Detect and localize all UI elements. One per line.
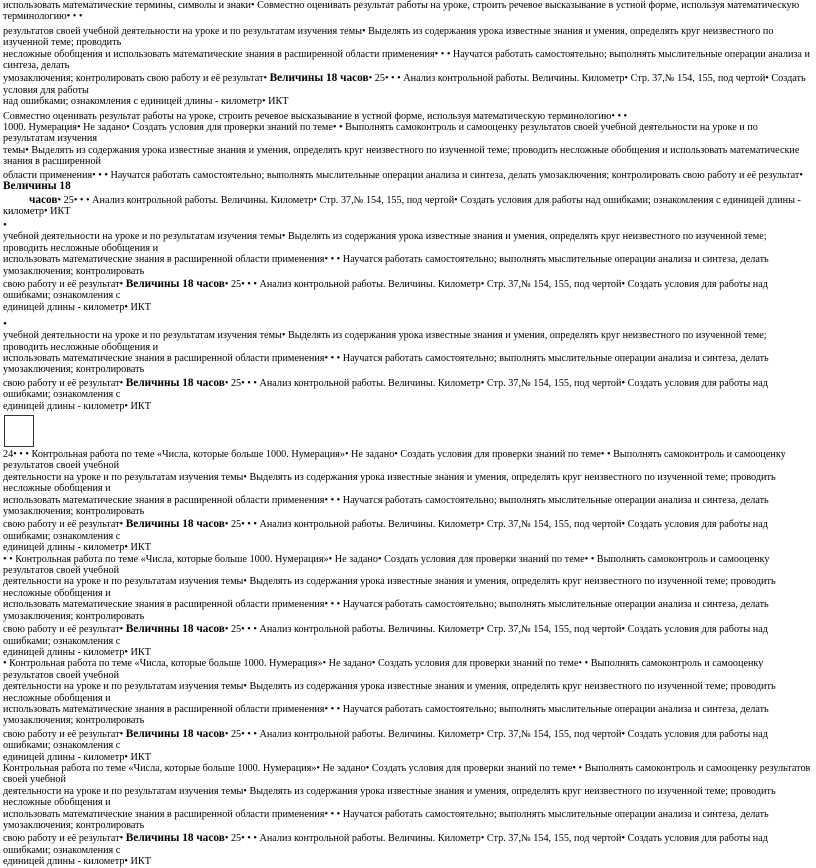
text-line: единицей длины - километр• ИКТ bbox=[3, 301, 151, 313]
text-line: использовать математические знания в расширенной области применения• • • Научатся работать самостоятельно; выполнять мыслительные операции анализа и синтеза, делать умозаключения; контролировать bbox=[3, 352, 769, 376]
bold-heading: Величины 18 часов bbox=[269, 72, 369, 85]
text-line: • • Контрольная работа по теме «Числа, которые больше 1000. Нумерация»• Не задано• Создать условия для проверки знаний по теме• • Выполнять самоконтроль и самооценку результатов своей учебной bbox=[3, 553, 770, 577]
text-line: единицей длины - километр• ИКТ bbox=[3, 542, 151, 554]
text-block-1 bbox=[3, 0, 811, 23]
text-line: использовать математические знания в расширенной области применения• • • Научатся работать самостоятельно; выполнять мыслительные операции анализа и синтеза, делать умозаключения; контролировать bbox=[3, 703, 769, 727]
text-line bbox=[3, 519, 811, 542]
text-run: • 25• • • Анализ контрольной работы. Величины. Километр• Стр. 37,№ 154, 155, под чертой• Создать условия для работы bbox=[3, 73, 806, 96]
text-run: • 25• • • Анализ контрольной работы. Величины. Километр• Стр. 37,№ 154, 155, под чертой• Создать условия для работы над ошибками; ознакомления с bbox=[3, 624, 768, 647]
text-line bbox=[3, 73, 811, 96]
text-line: над ошибками; ознакомления с единицей длины - километр• ИКТ bbox=[3, 96, 289, 108]
text-run: • 25• • • Анализ контрольной работы. Величины. Километр• Стр. 37,№ 154, 155, под чертой• Создать условия для работы над ошибками; ознакомления с bbox=[3, 377, 768, 401]
text-line: использовать математические термины, символы и знаки• Совместно оценивать результат работы на уроке, строить речевое высказывание в устной форме, используя математическую bbox=[3, 0, 800, 11]
text-line: Совместно оценивать результат работы на уроке, строить речевое высказывание в устной форме, используя математическую терминологию• • • bbox=[3, 110, 628, 122]
text-line bbox=[3, 833, 811, 856]
text-line: деятельности на уроке и по результатам изучения темы• Выделять из содержания урока известные знания и умения, определять круг неизвестного по изученной теме; проводить несложные обобщения и bbox=[3, 681, 776, 704]
bold-heading: Величины 18 часов bbox=[125, 832, 225, 845]
text-run: свою работу и её результат• bbox=[3, 519, 126, 531]
text-block-8 bbox=[3, 658, 811, 763]
text-line: использовать математические знания в расширенной области применения• • • Научатся работать самостоятельно; выполнять мыслительные операции анализа и синтеза, делать умозаключения; контролировать bbox=[3, 808, 769, 831]
bold-heading: Величины 18 часов bbox=[125, 277, 225, 290]
bold-heading: Величины 18 bbox=[3, 180, 71, 193]
bold-heading: Величины 18 часов bbox=[125, 518, 225, 531]
text-line: учебной деятельности на уроке и по результатам изучения темы• Выделять из содержания урока известные знания и умения, определять круг неизвестного по изученной теме; проводить несложные обобщения и bbox=[3, 231, 767, 254]
text-run: свою работу и её результат• bbox=[3, 728, 126, 740]
text-block-7 bbox=[3, 554, 811, 659]
text-block-2 bbox=[3, 26, 811, 108]
text-run: свою работу и её результат• bbox=[3, 833, 126, 845]
text-block-6 bbox=[3, 449, 811, 554]
text-line: несложные обобщения и использовать математические знания в расширенной области применения• • • Научатся работать самостоятельно; выполнять мыслительные операции анализа и синтеза, делать bbox=[3, 48, 810, 72]
text-run: свою работу и её результат• bbox=[3, 377, 126, 389]
text-line: использовать математические знания в расширенной области применения• • • Научатся работать самостоятельно; выполнять мыслительные операции анализа и синтеза, делать умозаключения; контролировать bbox=[3, 494, 769, 518]
text-line: использовать математические знания в расширенной области применения• • • Научатся работать самостоятельно; выполнять мыслительные операции анализа и синтеза, делать умозаключения; контролировать bbox=[3, 599, 769, 622]
text-run: умозаключения; контролировать свою работу и её результат• bbox=[3, 73, 270, 85]
text-line: • Контрольная работа по теме «Числа, которые больше 1000. Нумерация»• Не задано• Создать условия для проверки знаний по теме• • Выполнять самоконтроль и самооценку результатов своей учебной bbox=[3, 658, 764, 681]
text-run: области применения• • • Научатся работать самостоятельно; выполнять мыслительные операции анализа и синтеза, делать умозаключения; контролировать свою работу и её результат• bbox=[3, 169, 803, 181]
text-line: учебной деятельности на уроке и по результатам изучения темы• Выделять из содержания урока известные знания и умения, определять круг неизвестного по изученной теме; проводить несложные обобщения и bbox=[3, 330, 767, 353]
bold-heading: часов bbox=[29, 193, 58, 206]
text-line: результатов своей учебной деятельности на уроке и по результатам изучения темы• Выделять из содержания урока известные знания и умения, определять круг неизвестного по изученной теме; проводить bbox=[3, 25, 774, 49]
text-line: темы• Выделять из содержания урока известные знания и умения, определять круг неизвестного по изученной теме; проводить несложные обобщения и использовать математические знания в расширенной bbox=[3, 144, 800, 168]
text-line bbox=[3, 279, 811, 302]
bullet-mark: • bbox=[3, 318, 7, 331]
text-run: свою работу и её результат• bbox=[3, 624, 126, 636]
text-run: • 25• • • Анализ контрольной работы. Величины. Километр• Стр. 37,№ 154, 155, под чертой• Создать условия для работы над ошибками; ознакомления с единицей длины - километр• ИКТ bbox=[3, 194, 801, 217]
bold-heading: Величины 18 часов bbox=[125, 623, 225, 636]
text-line: единицей длины - километр• ИКТ bbox=[3, 856, 151, 868]
text-block-4 bbox=[3, 220, 811, 313]
text-line: единицей длины - километр• ИКТ bbox=[3, 400, 151, 412]
text-line: единицей длины - километр• ИКТ bbox=[3, 751, 151, 763]
bullet-mark: • bbox=[3, 219, 7, 232]
document-page bbox=[3, 0, 811, 868]
text-block-5 bbox=[3, 319, 811, 412]
text-line: 1000. Нумерация• Не задано• Создать условия для проверки знаний по теме• • Выполнять самоконтроль и самооценку результатов своей учебной деятельности на уроке и по результатам изучения bbox=[3, 122, 758, 145]
text-block-3 bbox=[3, 111, 811, 218]
text-run: • 25• • • Анализ контрольной работы. Величины. Километр• Стр. 37,№ 154, 155, под чертой• Создать условия для работы над ошибками; ознакомления с bbox=[3, 278, 768, 302]
text-line: деятельности на уроке и по результатам изучения темы• Выделять из содержания урока известные знания и умения, определять круг неизвестного по изученной теме; проводить несложные обобщения и bbox=[3, 785, 776, 809]
text-line bbox=[3, 170, 811, 193]
text-line: Контрольная работа по теме «Числа, которые больше 1000. Нумерация»• Не задано• Создать условия для проверки знаний по теме• • Выполнять самоконтроль и самооценку результатов своей учебной bbox=[3, 762, 811, 786]
text-line: деятельности на уроке и по результатам изучения темы• Выделять из содержания урока известные знания и умения, определять круг неизвестного по изученной теме; проводить несложные обобщения и bbox=[3, 576, 776, 599]
text-line bbox=[3, 729, 811, 752]
bold-heading: Величины 18 часов bbox=[125, 376, 225, 389]
text-run: • 25• • • Анализ контрольной работы. Величины. Километр• Стр. 37,№ 154, 155, под чертой• Создать условия для работы над ошибками; ознакомления с bbox=[3, 519, 768, 542]
text-line: использовать математические знания в расширенной области применения• • • Научатся работать самостоятельно; выполнять мыслительные операции анализа и синтеза, делать умозаключения; контролировать bbox=[3, 254, 769, 277]
text-line bbox=[3, 624, 811, 647]
empty-frame bbox=[4, 415, 34, 447]
text-line: 24• • • Контрольная работа по теме «Числа, которые больше 1000. Нумерация»• Не задано• Создать условия для проверки знаний по теме• • Выполнять самоконтроль и самооценку результатов своей учебной bbox=[3, 449, 786, 472]
text-block-9 bbox=[3, 763, 811, 868]
text-line bbox=[3, 378, 811, 401]
bold-heading: Величины 18 часов bbox=[125, 727, 225, 740]
text-line: деятельности на уроке и по результатам изучения темы• Выделять из содержания урока известные знания и умения, определять круг неизвестного по изученной теме; проводить несложные обобщения и bbox=[3, 471, 776, 495]
text-line bbox=[3, 195, 811, 218]
text-line: терминологию• • • bbox=[3, 11, 83, 23]
text-run: • 25• • • Анализ контрольной работы. Величины. Километр• Стр. 37,№ 154, 155, под чертой• Создать условия для работы над ошибками; ознакомления с bbox=[3, 728, 768, 752]
text-line: единицей длины - километр• ИКТ bbox=[3, 646, 151, 658]
text-run: свою работу и её результат• bbox=[3, 278, 126, 290]
text-run: • 25• • • Анализ контрольной работы. Величины. Километр• Стр. 37,№ 154, 155, под чертой• Создать условия для работы над ошибками; ознакомления с bbox=[3, 833, 768, 856]
